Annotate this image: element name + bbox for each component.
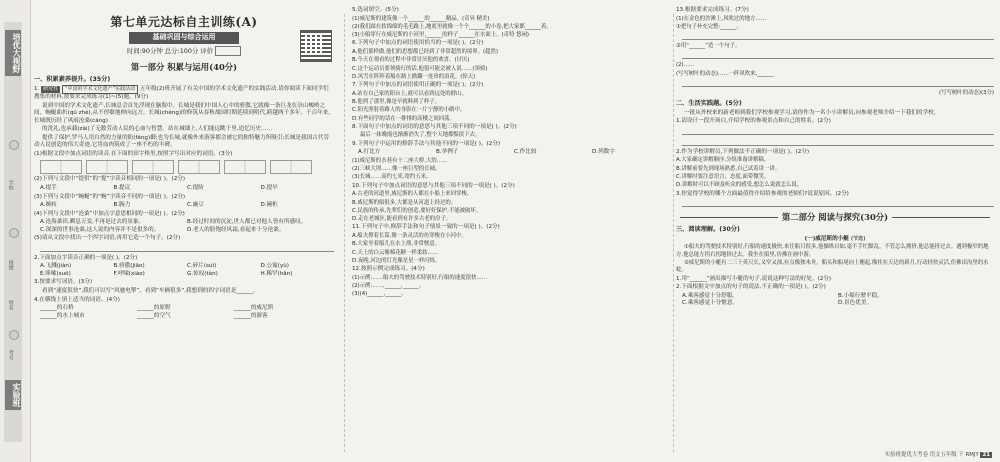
qr-code[interactable]: [300, 30, 332, 62]
reading-question-1: 1.用“______”画出描写小艇的句子,说说这种写法的好处。(2分): [676, 275, 832, 282]
option[interactable]: A.大家确定讲解顺序,分组准备讲解稿。: [676, 157, 770, 164]
question-5: 5.选词填空。(5分): [352, 7, 399, 13]
reading-note: (节选): [850, 235, 866, 242]
column-right: [676, 6, 994, 456]
grid-cell[interactable]: [86, 160, 128, 174]
question-12: 12.按照示例完成练习。(4分): [352, 266, 425, 273]
option[interactable]: D.列数字: [592, 149, 615, 156]
sub-question: (2)我们踩在软绵绵的毛毛路上,地底里就像一个个______的小卷,把大家都______着。: [352, 23, 552, 30]
option[interactable]: B.小船行驶平稳。: [838, 292, 883, 299]
option[interactable]: F.呼啸(xiào): [113, 270, 145, 277]
option[interactable]: A.古老的河道里,威尼斯的人都在小船上来回穿梭。: [352, 191, 473, 198]
life-question-3: 3.你觉得学校的哪个方面最值得介绍给参观的老师们?说说原因。(2分): [676, 190, 849, 197]
option[interactable]: C.提防: [187, 185, 204, 191]
answer-line[interactable]: [682, 51, 994, 59]
section-heading: 三、阅读理解。(30分): [676, 226, 740, 234]
option[interactable]: D.公寓(yù): [260, 263, 289, 270]
grid-cell[interactable]: [132, 160, 174, 174]
option[interactable]: G.惊叹(tàn): [187, 270, 218, 277]
fill-blank[interactable]: ______的石桥: [40, 305, 74, 312]
question-6: 6.下列句子中加点的词语使用恰当的一项是( )。(2分): [352, 40, 484, 47]
time-score: 时间:90分钟 总分:100分: [126, 46, 199, 55]
option[interactable]: B.腕力: [113, 202, 131, 209]
option[interactable]: A.站在自己家的阳台上,就可以看到远处的群山。: [352, 90, 467, 97]
question-1: [34, 85, 334, 101]
sub-question: (3)长城……高约七米,宽约五米。: [352, 174, 432, 181]
answer-line[interactable]: [682, 138, 994, 146]
option[interactable]: A.飞溅(jiàn): [40, 263, 72, 270]
section-heading: 一、积累素养提升。(35分): [34, 75, 111, 83]
fill-blank[interactable]: ______的空气: [137, 312, 171, 319]
question-number: 1.: [34, 86, 40, 93]
sub-question: ②用“______”造一个句子。: [676, 43, 741, 50]
hint-note: (写写树叶的动态)(3分): [939, 90, 994, 97]
question-10: 10.下列句子中加点词语的意思与其他三项不同的一项是( )。(2分): [352, 182, 515, 189]
reading-question-2: 2.下面根据文中加点的句子的说法,不正确的一项是( )。(2分): [676, 284, 826, 291]
part-two-title: 第二部分 阅读与探究(30分): [781, 212, 889, 223]
column-left: [34, 6, 334, 456]
page-title: 第七单元达标自主训练(A): [110, 15, 258, 29]
part-two-heading: [676, 212, 994, 223]
page-footer: [885, 452, 992, 459]
exam-meta: [34, 46, 334, 56]
option[interactable]: A.船夫撑着长篙,像一条灵活的鱼穿梭在小河中。: [352, 233, 467, 240]
spine-label-top: 培优大视野: [5, 30, 21, 76]
grid-cell[interactable]: [224, 160, 266, 174]
answer-line[interactable]: [682, 32, 994, 40]
grid-cell[interactable]: [178, 160, 220, 174]
fill-blank[interactable]: ______的水上城市: [40, 312, 85, 319]
option[interactable]: A.他们那样做,他们的思想都已经到了非常超然的境界。(超然): [352, 48, 498, 55]
answer-line[interactable]: [40, 244, 334, 252]
sub-question: (1)示例:……船夫的驾驶技术特别好,行船的速度很快……: [352, 274, 488, 281]
option[interactable]: D.碗柜: [260, 202, 278, 209]
reading-title: [676, 236, 994, 244]
fill-blank[interactable]: ______的威尼斯: [234, 305, 274, 312]
question-2: 2.下面加点字读音正确的一项是( )。(2分): [34, 254, 138, 261]
option[interactable]: C.阳光照射着路人的身影在一片宁静的小路中。: [352, 107, 466, 114]
option[interactable]: D.走在老城区,能看到有许多古老的房子。: [352, 216, 452, 223]
option[interactable]: D.讲解时可以不顾及听众的感受,想怎么说就怎么说。: [676, 182, 803, 189]
option[interactable]: C.作比较: [514, 149, 537, 156]
option[interactable]: D.景色优美。: [838, 300, 873, 307]
rule: [680, 217, 778, 218]
options: [358, 149, 670, 157]
column-middle: [352, 6, 670, 456]
column-divider: [673, 14, 674, 452]
option[interactable]: A.婉转: [40, 202, 57, 209]
fill-blanks: [40, 305, 334, 320]
option[interactable]: D.夜晚,河边的灯光像星星一样闪烁。: [352, 257, 441, 264]
sub-question: (2)下列与文段中“提供”的“提”字读音相同的一项是( )。(2分): [34, 176, 186, 183]
activity-tag: “中国的学术文化遗产”实践活动: [62, 85, 138, 94]
sub-question: (1)在金色的沙滩上,风吹过的地方……: [676, 15, 767, 22]
spine-field-school: 学校: [7, 180, 14, 190]
binding-spine: [0, 0, 31, 462]
question-8: 8.下面句子中加点的词语的意思与其他三项不同的一项是( )。(2分): [352, 123, 517, 130]
option[interactable]: C.乘客感觉十分惬意。: [682, 300, 739, 307]
sub-question: (4)下列与文段中“沧桑”中加点字意思相同的一项是( )。(2分): [34, 210, 185, 217]
question-3: 3.按要求写词语。(3分): [34, 279, 93, 286]
option[interactable]: C.民族的传承,先辈们的创造,要好好保护,不能被破坏。: [352, 207, 482, 214]
question-text: 五年级(2)班开展了有关中国的学术文化遗产的实践活动,请你阅读下面同学们搜集的材料,按要求完成练习(1)~(5)题。(9分): [34, 86, 329, 101]
passage-paragraph: 的洗礼,也承载(zài)了无数劳动人民的心血与智慧。站在城墙上,人们能远眺千里,追忆历史……: [42, 126, 273, 133]
answer-line[interactable]: [682, 79, 994, 87]
options: [40, 202, 334, 210]
punch-hole: [9, 140, 19, 150]
reading-title-text: (一)威尼斯的小艇: [804, 235, 849, 242]
option[interactable]: C.天上的白云像棉花糖一样柔软……: [352, 249, 439, 256]
option[interactable]: B.讲解前要先到现场熟悉,自己试着讲一讲。: [676, 165, 781, 172]
question-13: 13.根据要求完成练习。(7分): [676, 7, 749, 13]
sub-question: (2)……: [676, 62, 695, 69]
option[interactable]: C.豌豆: [187, 202, 204, 209]
life-question-2: 2.作为学校讲解员,下列做法不正确的一项是( )。(2分): [676, 148, 810, 155]
fill-blank[interactable]: ______的游客: [234, 312, 268, 319]
spine-field-id: 考号: [7, 350, 14, 360]
option[interactable]: B.提议: [113, 185, 131, 191]
rule: [892, 217, 990, 218]
score-box[interactable]: [215, 46, 241, 56]
spine-field-name: 姓名: [7, 300, 14, 310]
option[interactable]: C.碎片(suì): [187, 263, 217, 270]
punch-hole: [9, 330, 19, 340]
hint-note: (写写树叶的动态)……一阵风吹来,______: [676, 70, 774, 77]
sub-question: (3)下列与文段中“蜿蜒”的“蜿”字读音不同的一项是( )。(2分): [34, 193, 186, 200]
option[interactable]: D.提早: [260, 185, 278, 191]
page-subtitle: 基础巩固与综合运用: [129, 32, 239, 43]
option[interactable]: D.有些同学的话在一排排的高楼之间回荡。: [352, 115, 455, 122]
reading-paragraph: ②威尼斯的小艇有二三十英尺长,又窄又深,有点像独木舟。船头和船尾向上翘起,像挂在天边的新月,行动轻快灵活,仿佛田沟里的水蛇。: [676, 259, 989, 274]
option[interactable]: C.讲解时要注意语言、态度,面带微笑。: [676, 173, 770, 180]
option[interactable]: B.威尼斯的船很多,大都是从河道上经过的。: [352, 199, 457, 206]
option[interactable]: B.举例子: [436, 149, 459, 156]
section-heading: 二、生活实践题。(5分): [676, 100, 742, 108]
passage-paragraph: 说到中国的学术文化遗产,长城总会首先浮现在脑海中。长城是我们中国人心中的骄傲,它就像一条巨龙在崇山峻岭之间、蜿蜒曲折(qū zhé),从不停歇地伸向远方。长城(chéng)的修筑从春秋战国时期延续到明代,跨越两千多年。千百年来,长城既历经了风雨沧桑(cāng): [34, 102, 331, 124]
spine-label-bottom: 实验班: [5, 380, 21, 410]
answer-line[interactable]: [682, 127, 994, 135]
option[interactable]: A.乘客感觉十分舒服。: [682, 292, 738, 299]
options: [40, 263, 334, 278]
passage-paragraph: 提供了保护,罗马人用自然的力量的防(fáng)御;也为长城,就像外来游客都会被它的独特魅力所吸引;长城是我国古代劳动人民创造的伟大奇迹,它用血肉筑成了一座不朽的丰碑。: [34, 134, 330, 149]
option[interactable]: E.哆嗦(suō): [40, 270, 71, 277]
sub-question: (1)根据文段中加点词语的读音,在下面的田字格里,按照字写出对应的词语。(3分): [34, 150, 233, 157]
column-divider: [344, 14, 345, 452]
option[interactable]: D.风雪在阵阵着船在路上掀翻一连串的浪花。(惊天): [352, 73, 476, 80]
options: [40, 185, 334, 193]
question-text: 看到“速度很快”,我们可以写“风驰电掣”。看到“车辆很多”,我想到的四字词语是______。: [42, 288, 259, 295]
option[interactable]: C.深深的世事沧桑,这人说的内容并不是很多的。: [40, 226, 160, 233]
question-9: 9.下列句子中运用的修辞手法与其他不同的一项是( )。(2分): [352, 140, 501, 147]
option[interactable]: A.打比方: [358, 149, 381, 156]
reading-paragraph: ①船夫的驾驶技术特别好,行船的速度极快,来往船只很多,他操纵自如,毫不手忙脚乱。不管怎么拥挤,他总能挤过去。遇到极窄的地方,他总能左拐右拐地挤过去。我坐在船里,仿佛在画中游。: [676, 244, 989, 258]
option[interactable]: B.他到了那里,像是早就料到了样子。: [352, 99, 440, 106]
sub-question: (2)三峡大坝……像一座巨型的长城。: [352, 166, 441, 173]
footer-text: 实验班提优大考卷 语文五年级 下 RMJY: [884, 451, 979, 458]
sub-question: (5)请从文段中找出一个四字词语,再用它造一个句子。(2分): [34, 235, 181, 242]
writing-grid: [40, 160, 334, 174]
sub-question: (1)威尼斯的建筑像一个______的______精品。(奇异 精美): [352, 15, 490, 22]
option[interactable]: B.大家坐着船儿在水上漂,非常惬意。: [352, 241, 440, 248]
option[interactable]: A.沧海桑田,瞬息万变,不再是过去的景象。: [40, 219, 145, 226]
question-text: 一批从外校来的新老师到我们学校参观学习,请你作为一名小小讲解员,向参观老师介绍一下我们的学校。: [684, 109, 940, 116]
sub-question: (1)威尼斯的水巷有十二座大桥,大的……: [352, 157, 448, 164]
page-number: 21: [982, 451, 990, 458]
part-one-heading: 第一部分 积累与运用(40分): [130, 61, 238, 72]
question-text: 最后一抹晚霞也渐渐消失了,整个天地都黯淡下去。: [360, 132, 481, 139]
question-7: 7.下列句子中加点的词语使用正确的一项是( )。(2分): [352, 82, 484, 89]
options: [40, 219, 334, 234]
option[interactable]: A.提手: [40, 185, 57, 191]
question-11: 11.下列句子中,修辞手法和句子情景一致的一项是( )。(2分): [352, 224, 500, 231]
option[interactable]: B.今天在观看的过程中非常讨厌他的欢喜。(讨厌): [352, 57, 470, 64]
grid-cell[interactable]: [40, 160, 82, 174]
topic-tag: 研究性: [43, 86, 59, 93]
answer-line[interactable]: [682, 199, 994, 207]
option[interactable]: H.稀罕(hǎn): [260, 270, 293, 277]
option[interactable]: B.经过时间的沉淀,世人都已对他人皆有所感叹。: [187, 219, 307, 226]
option[interactable]: B.骄傲(jiāo): [113, 263, 145, 270]
sub-question: (2)示例:……,______,______。: [352, 283, 425, 290]
sub-question: (3)(4)______,______。: [352, 291, 407, 298]
sub-question: ①把句子补充完整:______。: [676, 23, 742, 30]
spine-field-class: 班级: [7, 260, 14, 270]
question-4: 4.在横线上填上适当的词语。(4分): [34, 296, 120, 303]
options: [682, 293, 994, 308]
sub-question: (3)小船穿行在威尼斯的小河里,______的样子______在水面上。(奇特 悠闲): [352, 32, 529, 39]
life-question-1: 1.请设计一段开场白,介绍学校的参观景点和自己的姓名。(2分): [676, 118, 831, 125]
score-label: 评价: [200, 46, 214, 55]
option[interactable]: D.老人的脸饱经风霜,看起来十分沧桑。: [187, 226, 285, 233]
fill-blank[interactable]: ______的原野: [137, 305, 171, 312]
option[interactable]: C.这个运动员要领骑行的话,他很可能会被人说……(领骑): [352, 65, 488, 72]
grid-cell[interactable]: [270, 160, 312, 174]
punch-hole: [9, 228, 19, 238]
